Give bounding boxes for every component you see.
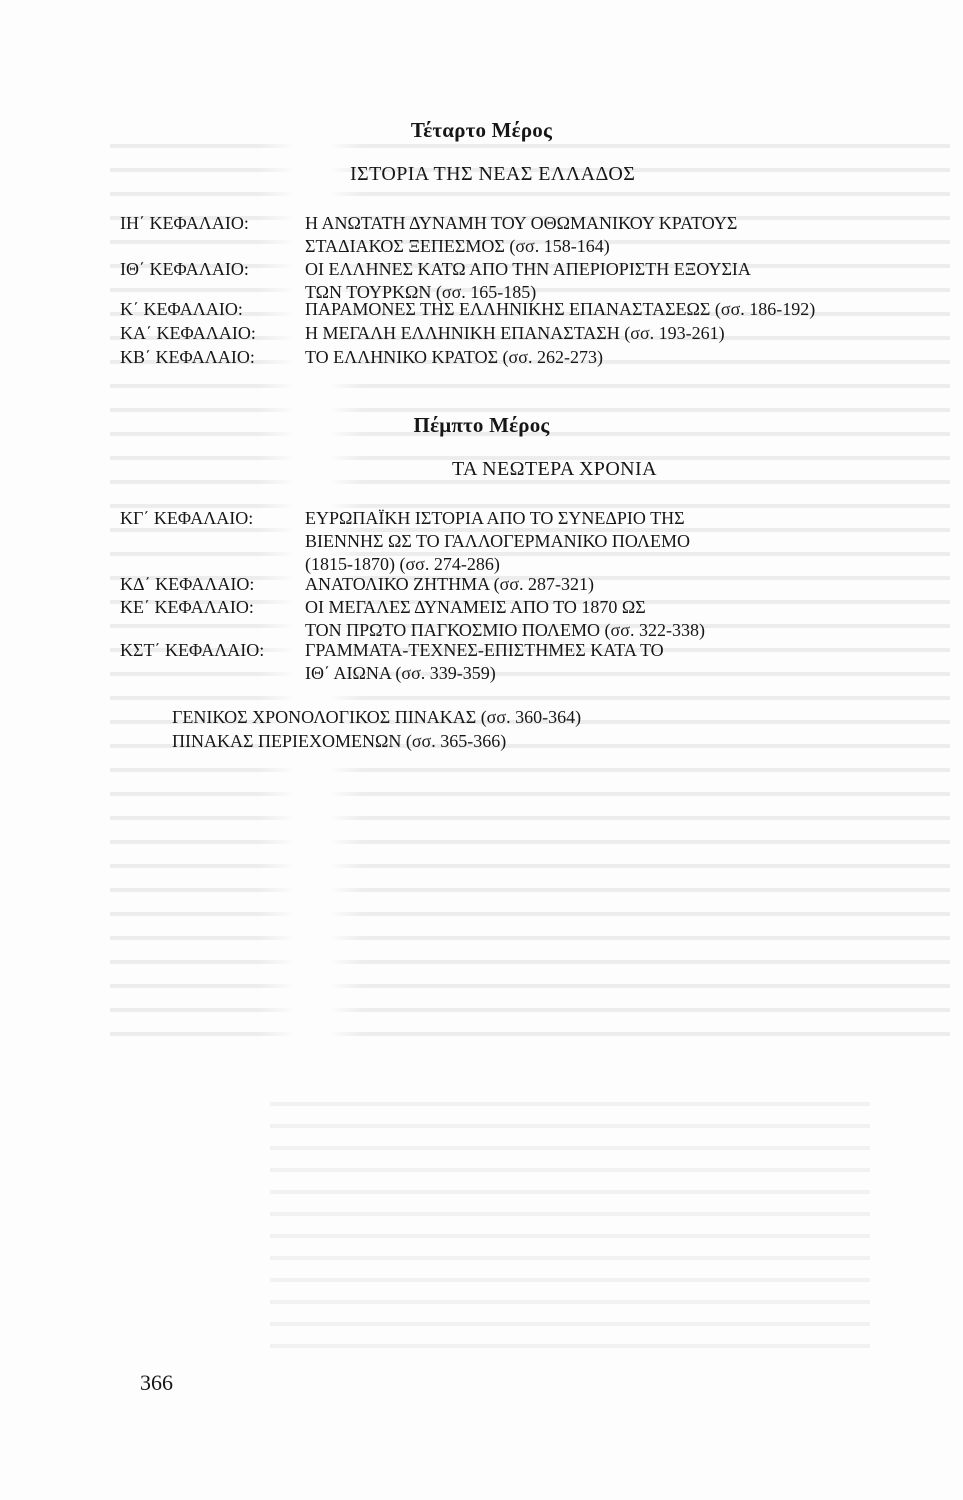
chapter-label: ΙΘ΄ ΚΕΦΑΛΑΙΟ: — [120, 259, 249, 279]
chapter-title: ΟΙ ΕΛΛΗΝΕΣ ΚΑΤΩ ΑΠΟ ΤΗΝ ΑΠΕΡΙΟΡΙΣΤΗ ΕΞΟΥΣΙΑ — [305, 259, 751, 279]
chapter-title: Η ΜΕΓΑΛΗ ΕΛΛΗΝΙΚΗ ΕΠΑΝΑΣΤΑΣΗ (σσ. 193-261) — [305, 323, 725, 343]
chapter-title: ΟΙ ΜΕΓΑΛΕΣ ΔΥΝΑΜΕΙΣ ΑΠΟ ΤΟ 1870 ΩΣ — [305, 597, 646, 617]
contents-entry: ΠΙΝΑΚΑΣ ΠΕΡΙΕΧΟΜΕΝΩΝ (σσ. 365-366) — [172, 731, 507, 751]
chapter-18 — [120, 212, 920, 258]
chapter-label: ΚΕ΄ ΚΕΦΑΛΑΙΟ: — [120, 597, 254, 617]
chapter-25 — [120, 596, 920, 642]
chapter-title-cont: ΤΟΝ ΠΡΩΤΟ ΠΑΓΚΟΣΜΙΟ ΠΟΛΕΜΟ (σσ. 322-338) — [305, 620, 705, 640]
chapter-label: ΙΗ΄ ΚΕΦΑΛΑΙΟ: — [120, 213, 249, 233]
chapter-title: Η ΑΝΩΤΑΤΗ ΔΥΝΑΜΗ ΤΟΥ ΟΘΩΜΑΝΙΚΟΥ ΚΡΑΤΟΥΣ — [305, 213, 738, 233]
chapter-23 — [120, 507, 920, 576]
chapter-title: ΑΝΑΤΟΛΙΚΟ ΖΗΤΗΜΑ (σσ. 287-321) — [305, 574, 595, 594]
chapter-title-cont: ΙΘ΄ ΑΙΩΝΑ (σσ. 339-359) — [305, 663, 496, 683]
chapter-24 — [120, 573, 920, 596]
chapter-label: ΚΑ΄ ΚΕΦΑΛΑΙΟ: — [120, 323, 256, 343]
chapter-title: ΠΑΡΑΜΟΝΕΣ ΤΗΣ ΕΛΛΗΝΙΚΗΣ ΕΠΑΝΑΣΤΑΣΕΩΣ (σσ. 186-192) — [305, 299, 816, 319]
chapter-title-cont: ΣΤΑΔΙΑΚΟΣ ΞΕΠΕΣΜΟΣ (σσ. 158-164) — [305, 236, 610, 256]
chapter-title: ΤΟ ΕΛΛΗΝΙΚΟ ΚΡΑΤΟΣ (σσ. 262-273) — [305, 347, 603, 367]
chapter-title-cont2: (1815-1870) (σσ. 274-286) — [305, 554, 500, 574]
chronology-entry: ΓΕΝΙΚΟΣ ΧΡΟΝΟΛΟΓΙΚΟΣ ΠΙΝΑΚΑΣ (σσ. 360-364) — [172, 707, 582, 727]
part4-section-title: ΙΣΤΟΡΙΑ ΤΗΣ ΝΕΑΣ ΕΛΛΑΔΟΣ — [350, 163, 636, 185]
chapter-label: ΚΓ΄ ΚΕΦΑΛΑΙΟ: — [120, 508, 254, 528]
chapter-title-cont: ΒΙΕΝΝΗΣ ΩΣ ΤΟ ΓΑΛΛΟΓΕΡΜΑΝΙΚΟ ΠΟΛΕΜΟ — [305, 531, 691, 551]
chapter-20 — [120, 298, 920, 321]
chapter-label: Κ΄ ΚΕΦΑΛΑΙΟ: — [120, 299, 243, 319]
part4-title: Τέταρτο Μέρος — [410, 118, 553, 142]
chapter-label: ΚΔ΄ ΚΕΦΑΛΑΙΟ: — [120, 574, 255, 594]
chapter-label: ΚΒ΄ ΚΕΦΑΛΑΙΟ: — [120, 347, 255, 367]
part5-title: Πέμπτο Μέρος — [413, 413, 550, 437]
chapter-22 — [120, 346, 920, 369]
part5-section-title: ΤΑ ΝΕΩΤΕΡΑ ΧΡΟΝΙΑ — [452, 458, 657, 480]
chapter-26 — [120, 639, 920, 685]
bleed-through-text-lower — [270, 1090, 870, 1350]
chapter-21 — [120, 322, 920, 345]
chapter-label: ΚΣΤ΄ ΚΕΦΑΛΑΙΟ: — [120, 640, 265, 660]
chapter-title: ΓΡΑΜΜΑΤΑ-ΤΕΧΝΕΣ-ΕΠΙΣΤΗΜΕΣ ΚΑΤΑ ΤΟ — [305, 640, 664, 660]
chapter-title-cont: ΤΩΝ ΤΟΥΡΚΩΝ (σσ. 165-185) — [305, 282, 537, 302]
page-number: 366 — [140, 1370, 173, 1395]
chapter-title: ΕΥΡΩΠΑΪΚΗ ΙΣΤΟΡΙΑ ΑΠΟ ΤΟ ΣΥΝΕΔΡΙΟ ΤΗΣ — [305, 508, 685, 528]
